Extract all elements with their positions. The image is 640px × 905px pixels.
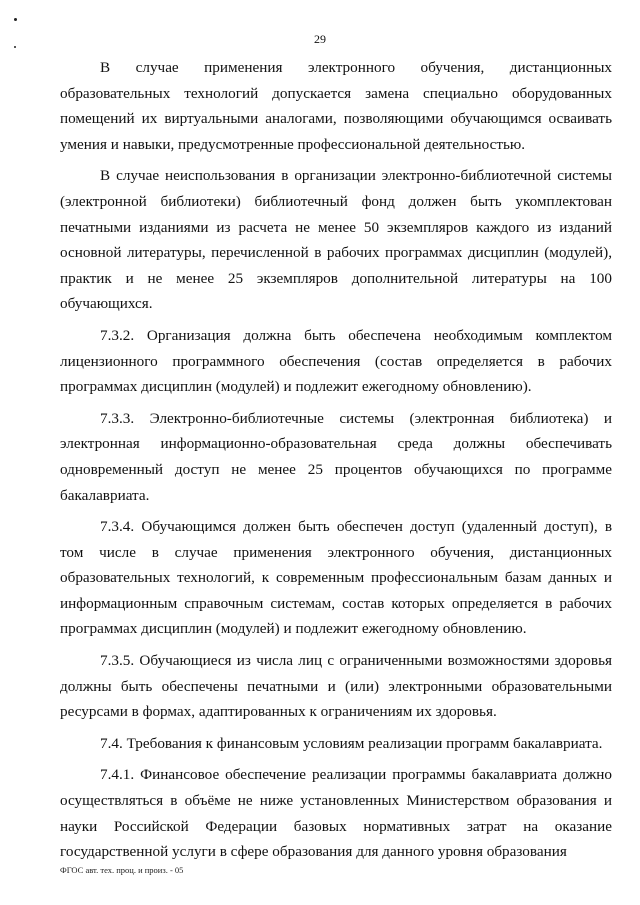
document-body xyxy=(60,55,612,865)
paragraph: 7.3.4. Обучающимся должен быть обеспечен доступ (удаленный доступ), в том числе в случае применения электронного обучения, дистанционных образовательных технологий, к современным профессиональным базам данных и информационным справочным системам, состав которых определяется в рабочих программах дисциплин (модулей) и подлежит ежегодному обновлению. xyxy=(60,518,612,638)
paragraph: 7.4.1. Финансовое обеспечение реализации программы бакалавриата должно осуществляться в объёме не ниже установленных Министерством образования и науки Российской Федерации базовых нормативных затрат на оказание государственной услуги в сфере образования для данного уровня образования xyxy=(60,766,612,861)
paragraph: 7.3.2. Организация должна быть обеспечена необходимым комплектом лицензионного программного обеспечения (состав определяется в рабочих программах дисциплин (модулей) и подлежит ежегодному обновлению). xyxy=(60,326,612,396)
page-number: 29 xyxy=(314,32,326,46)
scan-speck xyxy=(14,18,17,21)
section-heading: 7.4. Требования к финансовым условиям реализации программ бакалавриата. xyxy=(100,734,603,752)
paragraph: 7.3.3. Электронно-библиотечные системы (электронная библиотека) и электронная информационно-образовательная среда должны обеспечивать одновременный доступ не менее 25 процентов обучающихся по программе бакалавриата. xyxy=(60,409,612,504)
footer-note: ФГОС авт. тех. проц. и произ. - 05 xyxy=(60,865,184,875)
paragraph: В случае применения электронного обучения, дистанционных образовательных технологий допускается замена специально оборудованных помещений их виртуальными аналогами, позволяющими обучающимся осваивать умения и навыки, предусмотренные профессиональной деятельностью. xyxy=(60,59,612,153)
paragraph: В случае неиспользования в организации электронно-библиотечной системы (электронной библиотеки) библиотечный фонд должен быть укомплектован печатными изданиями из расчета не менее 50 экземпляров каждого из изданий основной литературы, перечисленной в рабочих программах дисциплин (модулей), практик и не менее 25 экземпляров дополнительной литературы на 100 обучающихся. xyxy=(60,167,612,313)
paragraph: 7.3.5. Обучающиеся из числа лиц с ограниченными возможностями здоровья должны быть обеспечены печатными и (или) электронными образовательными ресурсами в формах, адаптированных к ограничениям их здоровья. xyxy=(60,652,612,721)
